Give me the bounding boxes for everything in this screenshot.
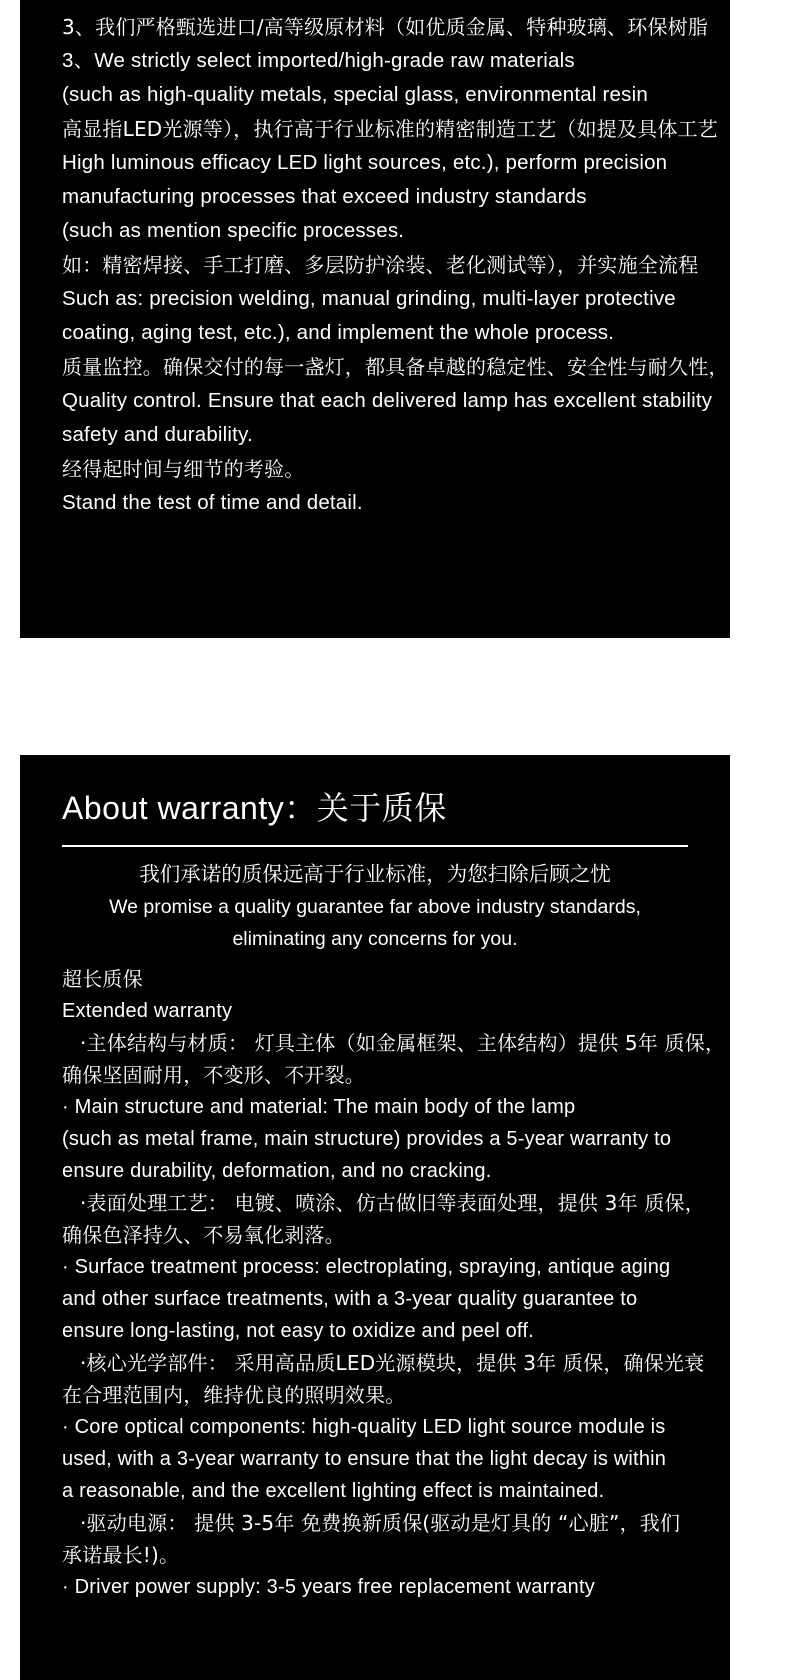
materials-line-1: 3、我们严格甄选进口/高等级原材料（如优质金属、特种玻璃、环保树脂 [62,15,709,39]
warranty-subheading-en: Extended warranty [62,1000,233,1022]
warranty-item-1-cn-line-2: 确保坚固耐用，不变形、不开裂。 [62,1063,365,1087]
materials-line-6: manufacturing processes that exceed industry standards [62,185,587,208]
materials-line-5: High luminous efficacy LED light sources, etc.), perform precision [62,151,668,174]
materials-line-7: (such as mention specific processes. [62,219,405,242]
materials-line-8: 如：精密焊接、手工打磨、多层防护涂装、老化测试等），并实施全流程 [62,253,699,277]
warranty-item-3-cn-line-2: 在合理范围内，维持优良的照明效果。 [62,1383,406,1407]
warranty-item-2-en-line-1: · Surface treatment process: electroplating, spraying, antique aging [62,1256,671,1278]
warranty-body-block [20,955,730,1603]
warranty-item-1-en-line-3: ensure durability, deformation, and no cracking. [62,1160,492,1182]
warranty-item-2-cn-line-2: 确保色泽持久、不易氧化剥落。 [62,1223,345,1247]
warranty-subheading-cn: 超长质保 [62,967,143,991]
warranty-item-4-cn-line-1: ·驱动电源： 提供 3-5年 免费换新质保(驱动是灯具的 “心脏”，我们 [80,1511,681,1535]
materials-line-4: 高显指LED光源等），执行高于行业标准的精密制造工艺（如提及具体工艺 [62,117,718,141]
warranty-item-2-cn-line-1: ·表面处理工艺： 电镀、喷涂、仿古做旧等表面处理，提供 3年 质保， [80,1191,705,1215]
materials-line-9: Such as: precision welding, manual grinding, multi-layer protective [62,287,676,310]
warranty-title: About warranty：关于质保 [62,790,447,826]
warranty-item-3-en-line-2: used, with a 3-year warranty to ensure that the light decay is within [62,1448,667,1470]
warranty-intro-en-line-1: We promise a quality guarantee far above industry standards, [109,896,641,918]
materials-line-12: Quality control. Ensure that each delivered lamp has excellent stability [62,389,713,412]
materials-line-2: 3、We strictly select imported/high-grade raw materials [62,49,575,72]
warranty-item-2-en-line-3: ensure long-lasting, not easy to oxidize and peel off. [62,1320,534,1342]
materials-line-3: (such as high-quality metals, special glass, environmental resin [62,83,648,106]
materials-line-10: coating, aging test, etc.), and implement the whole process. [62,321,615,344]
materials-line-11: 质量监控。确保交付的每一盏灯，都具备卓越的稳定性、安全性与耐久性， [62,355,729,379]
warranty-item-2-en-line-2: and other surface treatments, with a 3-year quality guarantee to [62,1288,638,1310]
warranty-section-panel [20,755,730,1680]
warranty-item-3-cn-line-1: ·核心光学部件： 采用高品质LED光源模块，提供 3年 质保，确保光衰 [80,1351,705,1375]
materials-section-panel [20,0,730,638]
warranty-intro-cn: 我们承诺的质保远高于行业标准，为您扫除后顾之忧 [139,862,611,886]
warranty-item-1-en-line-2: (such as metal frame, main structure) provides a 5-year warranty to [62,1128,672,1150]
materials-line-14: 经得起时间与细节的考验。 [62,457,305,481]
materials-line-15: Stand the test of time and detail. [62,491,363,514]
warranty-intro-block [20,847,730,955]
warranty-intro-en-line-2: eliminating any concerns for you. [232,928,518,950]
materials-line-13: safety and durability. [62,423,253,446]
warranty-item-3-en-line-3: a reasonable, and the excellent lighting effect is maintained. [62,1480,605,1502]
warranty-item-3-en-line-1: · Core optical components: high-quality LED light source module is [62,1416,666,1438]
warranty-item-4-cn-line-2: 承诺最长!)。 [62,1543,180,1567]
warranty-item-4-en-line-1: · Driver power supply: 3-5 years free replacement warranty [62,1576,595,1598]
materials-text-block [20,10,730,520]
warranty-item-1-cn-line-1: ·主体结构与材质： 灯具主体（如金属框架、主体结构）提供 5年 质保， [80,1031,726,1055]
warranty-item-1-en-line-1: · Main structure and material: The main body of the lamp [62,1096,576,1118]
